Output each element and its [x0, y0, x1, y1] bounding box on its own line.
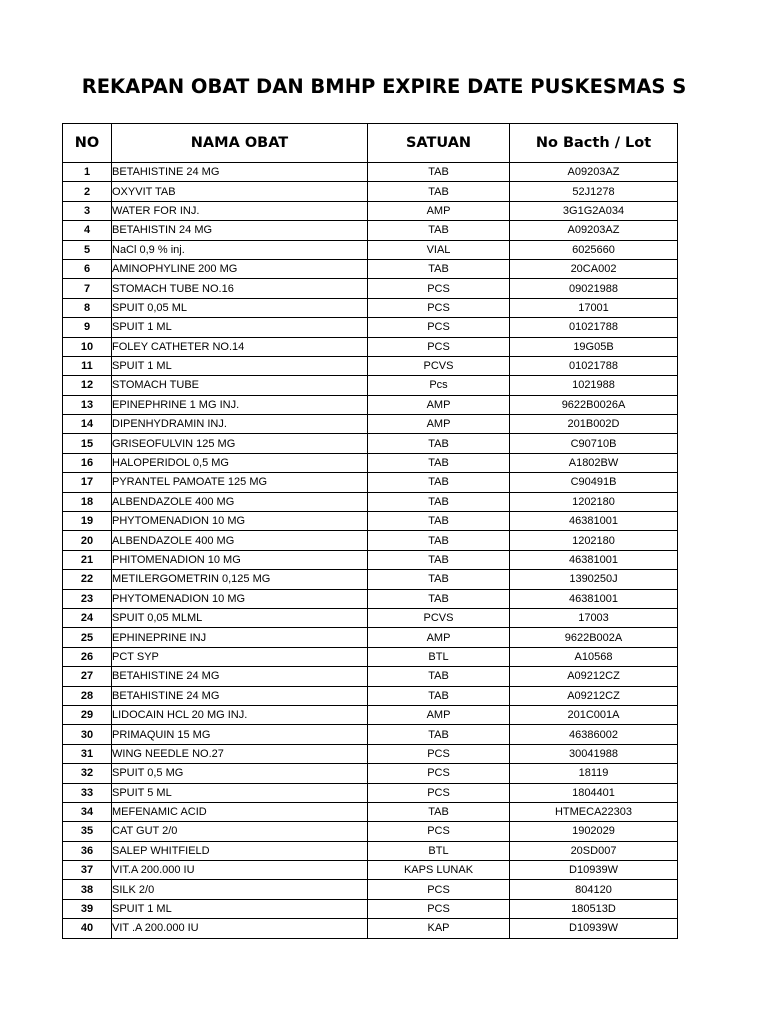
cell-satuan: PCS: [368, 337, 510, 356]
table-row: [63, 473, 678, 492]
cell-no: 32: [63, 764, 112, 783]
cell-nama-obat: PHYTOMENADION 10 MG: [112, 512, 368, 531]
cell-no: 14: [63, 415, 112, 434]
cell-nama-obat: SPUIT 0,5 MG: [112, 764, 368, 783]
cell-satuan: TAB: [368, 667, 510, 686]
cell-batch-lot: 01021788: [510, 356, 678, 375]
table-row: [63, 550, 678, 569]
cell-satuan: VIAL: [368, 240, 510, 259]
cell-batch-lot: 18119: [510, 764, 678, 783]
cell-batch-lot: 20SD007: [510, 841, 678, 860]
table-row: [63, 725, 678, 744]
cell-satuan: PCS: [368, 298, 510, 317]
table-row: [63, 686, 678, 705]
cell-nama-obat: BETAHISTINE 24 MG: [112, 163, 368, 182]
cell-no: 7: [63, 279, 112, 298]
cell-nama-obat: LIDOCAIN HCL 20 MG INJ.: [112, 705, 368, 724]
cell-no: 26: [63, 647, 112, 666]
table-row: [63, 667, 678, 686]
table-row: [63, 492, 678, 511]
cell-nama-obat: SILK 2/0: [112, 880, 368, 899]
cell-no: 10: [63, 337, 112, 356]
cell-satuan: PCS: [368, 880, 510, 899]
cell-no: 6: [63, 259, 112, 278]
cell-nama-obat: PYRANTEL PAMOATE 125 MG: [112, 473, 368, 492]
table-row: [63, 628, 678, 647]
cell-batch-lot: 804120: [510, 880, 678, 899]
cell-batch-lot: 1202180: [510, 492, 678, 511]
table-row: [63, 182, 678, 201]
cell-nama-obat: BETAHISTIN 24 MG: [112, 221, 368, 240]
cell-satuan: BTL: [368, 841, 510, 860]
cell-no: 35: [63, 822, 112, 841]
cell-batch-lot: 46381001: [510, 589, 678, 608]
table-row: [63, 376, 678, 395]
table-row: [63, 453, 678, 472]
cell-satuan: TAB: [368, 802, 510, 821]
cell-satuan: TAB: [368, 512, 510, 531]
cell-no: 9: [63, 318, 112, 337]
header-no: NO: [63, 124, 112, 163]
cell-satuan: Pcs: [368, 376, 510, 395]
cell-batch-lot: 46381001: [510, 550, 678, 569]
cell-nama-obat: BETAHISTINE 24 MG: [112, 667, 368, 686]
table-row: [63, 318, 678, 337]
cell-no: 34: [63, 802, 112, 821]
medicine-table: [62, 123, 678, 939]
cell-nama-obat: DIPENHYDRAMIN INJ.: [112, 415, 368, 434]
cell-no: 31: [63, 744, 112, 763]
table-row: [63, 279, 678, 298]
cell-satuan: AMP: [368, 201, 510, 220]
cell-satuan: PCS: [368, 899, 510, 918]
cell-nama-obat: GRISEOFULVIN 125 MG: [112, 434, 368, 453]
cell-satuan: TAB: [368, 182, 510, 201]
table-row: [63, 919, 678, 938]
header-row: [63, 124, 678, 163]
cell-nama-obat: SPUIT 1 ML: [112, 356, 368, 375]
cell-no: 8: [63, 298, 112, 317]
cell-nama-obat: PHYTOMENADION 10 MG: [112, 589, 368, 608]
cell-batch-lot: A09212CZ: [510, 686, 678, 705]
table-row: [63, 512, 678, 531]
table-row: [63, 764, 678, 783]
cell-no: 12: [63, 376, 112, 395]
cell-batch-lot: A09212CZ: [510, 667, 678, 686]
cell-batch-lot: C90491B: [510, 473, 678, 492]
table-row: [63, 570, 678, 589]
cell-nama-obat: EPHINEPRINE INJ: [112, 628, 368, 647]
cell-nama-obat: OXYVIT TAB: [112, 182, 368, 201]
cell-batch-lot: 201B002D: [510, 415, 678, 434]
table-row: [63, 531, 678, 550]
cell-batch-lot: 1804401: [510, 783, 678, 802]
cell-satuan: TAB: [368, 473, 510, 492]
cell-nama-obat: ALBENDAZOLE 400 MG: [112, 492, 368, 511]
header-nama-obat: NAMA OBAT: [112, 124, 368, 163]
cell-no: 1: [63, 163, 112, 182]
cell-satuan: AMP: [368, 705, 510, 724]
cell-batch-lot: 30041988: [510, 744, 678, 763]
cell-satuan: PCS: [368, 318, 510, 337]
cell-satuan: TAB: [368, 453, 510, 472]
cell-nama-obat: HALOPERIDOL 0,5 MG: [112, 453, 368, 472]
cell-batch-lot: 201C001A: [510, 705, 678, 724]
cell-batch-lot: 1021988: [510, 376, 678, 395]
table-row: [63, 337, 678, 356]
cell-satuan: PCS: [368, 279, 510, 298]
table-row: [63, 841, 678, 860]
cell-batch-lot: C90710B: [510, 434, 678, 453]
cell-batch-lot: 9622B0026A: [510, 395, 678, 414]
cell-no: 11: [63, 356, 112, 375]
cell-batch-lot: HTMECA22303: [510, 802, 678, 821]
table-row: [63, 589, 678, 608]
cell-nama-obat: SPUIT 0,05 MLML: [112, 608, 368, 627]
cell-no: 27: [63, 667, 112, 686]
table-row: [63, 608, 678, 627]
cell-satuan: TAB: [368, 163, 510, 182]
cell-satuan: TAB: [368, 550, 510, 569]
table-row: [63, 259, 678, 278]
cell-satuan: TAB: [368, 686, 510, 705]
cell-no: 2: [63, 182, 112, 201]
cell-batch-lot: 180513D: [510, 899, 678, 918]
table-row: [63, 783, 678, 802]
cell-nama-obat: SPUIT 1 ML: [112, 899, 368, 918]
cell-nama-obat: VIT.A 200.000 IU: [112, 861, 368, 880]
cell-satuan: AMP: [368, 395, 510, 414]
cell-no: 22: [63, 570, 112, 589]
cell-nama-obat: MEFENAMIC ACID: [112, 802, 368, 821]
cell-nama-obat: PCT SYP: [112, 647, 368, 666]
cell-satuan: KAP: [368, 919, 510, 938]
table-row: [63, 201, 678, 220]
cell-no: 36: [63, 841, 112, 860]
cell-no: 30: [63, 725, 112, 744]
cell-nama-obat: PRIMAQUIN 15 MG: [112, 725, 368, 744]
cell-nama-obat: PHITOMENADION 10 MG: [112, 550, 368, 569]
cell-no: 33: [63, 783, 112, 802]
table-row: [63, 861, 678, 880]
table-row: [63, 880, 678, 899]
cell-nama-obat: CAT GUT 2/0: [112, 822, 368, 841]
header-satuan: SATUAN: [368, 124, 510, 163]
table-row: [63, 647, 678, 666]
cell-satuan: TAB: [368, 259, 510, 278]
table-row: [63, 434, 678, 453]
cell-batch-lot: 1902029: [510, 822, 678, 841]
cell-satuan: TAB: [368, 589, 510, 608]
cell-satuan: TAB: [368, 492, 510, 511]
cell-no: 40: [63, 919, 112, 938]
cell-batch-lot: 1202180: [510, 531, 678, 550]
page-title: REKAPAN OBAT DAN BMHP EXPIRE DATE PUSKESMAS S: [81, 75, 687, 98]
cell-no: 17: [63, 473, 112, 492]
cell-nama-obat: WATER FOR INJ.: [112, 201, 368, 220]
cell-batch-lot: 1390250J: [510, 570, 678, 589]
cell-no: 13: [63, 395, 112, 414]
cell-satuan: KAPS LUNAK: [368, 861, 510, 880]
table-row: [63, 356, 678, 375]
cell-no: 38: [63, 880, 112, 899]
table-header: [63, 124, 678, 163]
cell-batch-lot: 9622B002A: [510, 628, 678, 647]
cell-nama-obat: METILERGOMETRIN 0,125 MG: [112, 570, 368, 589]
cell-nama-obat: SPUIT 5 ML: [112, 783, 368, 802]
cell-nama-obat: SPUIT 1 ML: [112, 318, 368, 337]
cell-satuan: TAB: [368, 570, 510, 589]
cell-no: 24: [63, 608, 112, 627]
cell-batch-lot: D10939W: [510, 861, 678, 880]
cell-nama-obat: STOMACH TUBE NO.16: [112, 279, 368, 298]
cell-batch-lot: 01021788: [510, 318, 678, 337]
cell-satuan: PCS: [368, 822, 510, 841]
cell-no: 39: [63, 899, 112, 918]
cell-batch-lot: A09203AZ: [510, 221, 678, 240]
table-row: [63, 163, 678, 182]
cell-satuan: AMP: [368, 628, 510, 647]
table-row: [63, 395, 678, 414]
cell-satuan: TAB: [368, 434, 510, 453]
cell-batch-lot: 19G05B: [510, 337, 678, 356]
cell-no: 4: [63, 221, 112, 240]
cell-satuan: TAB: [368, 531, 510, 550]
table-row: [63, 298, 678, 317]
table-row: [63, 221, 678, 240]
cell-no: 28: [63, 686, 112, 705]
cell-satuan: PCS: [368, 783, 510, 802]
cell-batch-lot: 52J1278: [510, 182, 678, 201]
cell-batch-lot: 20CA002: [510, 259, 678, 278]
cell-nama-obat: ALBENDAZOLE 400 MG: [112, 531, 368, 550]
cell-no: 29: [63, 705, 112, 724]
table-body: [63, 163, 678, 939]
cell-nama-obat: AMINOPHYLINE 200 MG: [112, 259, 368, 278]
cell-no: 16: [63, 453, 112, 472]
table-row: [63, 705, 678, 724]
cell-nama-obat: WING NEEDLE NO.27: [112, 744, 368, 763]
table-row: [63, 240, 678, 259]
cell-nama-obat: VIT .A 200.000 IU: [112, 919, 368, 938]
cell-no: 5: [63, 240, 112, 259]
cell-batch-lot: 6025660: [510, 240, 678, 259]
cell-nama-obat: SPUIT 0,05 ML: [112, 298, 368, 317]
header-batch-lot: No Bacth / Lot: [510, 124, 678, 163]
table-row: [63, 899, 678, 918]
cell-nama-obat: SALEP WHITFIELD: [112, 841, 368, 860]
cell-satuan: AMP: [368, 415, 510, 434]
cell-batch-lot: A1802BW: [510, 453, 678, 472]
cell-no: 25: [63, 628, 112, 647]
cell-batch-lot: 46386002: [510, 725, 678, 744]
cell-batch-lot: 3G1G2A034: [510, 201, 678, 220]
table-row: [63, 822, 678, 841]
cell-satuan: PCVS: [368, 356, 510, 375]
cell-nama-obat: STOMACH TUBE: [112, 376, 368, 395]
table-row: [63, 415, 678, 434]
cell-no: 20: [63, 531, 112, 550]
cell-satuan: BTL: [368, 647, 510, 666]
table-row: [63, 802, 678, 821]
cell-batch-lot: A09203AZ: [510, 163, 678, 182]
cell-no: 37: [63, 861, 112, 880]
cell-batch-lot: 17003: [510, 608, 678, 627]
cell-batch-lot: D10939W: [510, 919, 678, 938]
cell-no: 19: [63, 512, 112, 531]
cell-nama-obat: EPINEPHRINE 1 MG INJ.: [112, 395, 368, 414]
table-row: [63, 744, 678, 763]
cell-batch-lot: A10568: [510, 647, 678, 666]
cell-batch-lot: 09021988: [510, 279, 678, 298]
cell-nama-obat: FOLEY CATHETER NO.14: [112, 337, 368, 356]
cell-batch-lot: 46381001: [510, 512, 678, 531]
cell-satuan: PCS: [368, 764, 510, 783]
cell-no: 15: [63, 434, 112, 453]
cell-satuan: PCVS: [368, 608, 510, 627]
cell-satuan: TAB: [368, 725, 510, 744]
cell-no: 3: [63, 201, 112, 220]
cell-batch-lot: 17001: [510, 298, 678, 317]
cell-satuan: TAB: [368, 221, 510, 240]
cell-nama-obat: BETAHISTINE 24 MG: [112, 686, 368, 705]
cell-no: 18: [63, 492, 112, 511]
cell-satuan: PCS: [368, 744, 510, 763]
cell-no: 23: [63, 589, 112, 608]
cell-nama-obat: NaCl 0,9 % inj.: [112, 240, 368, 259]
cell-no: 21: [63, 550, 112, 569]
